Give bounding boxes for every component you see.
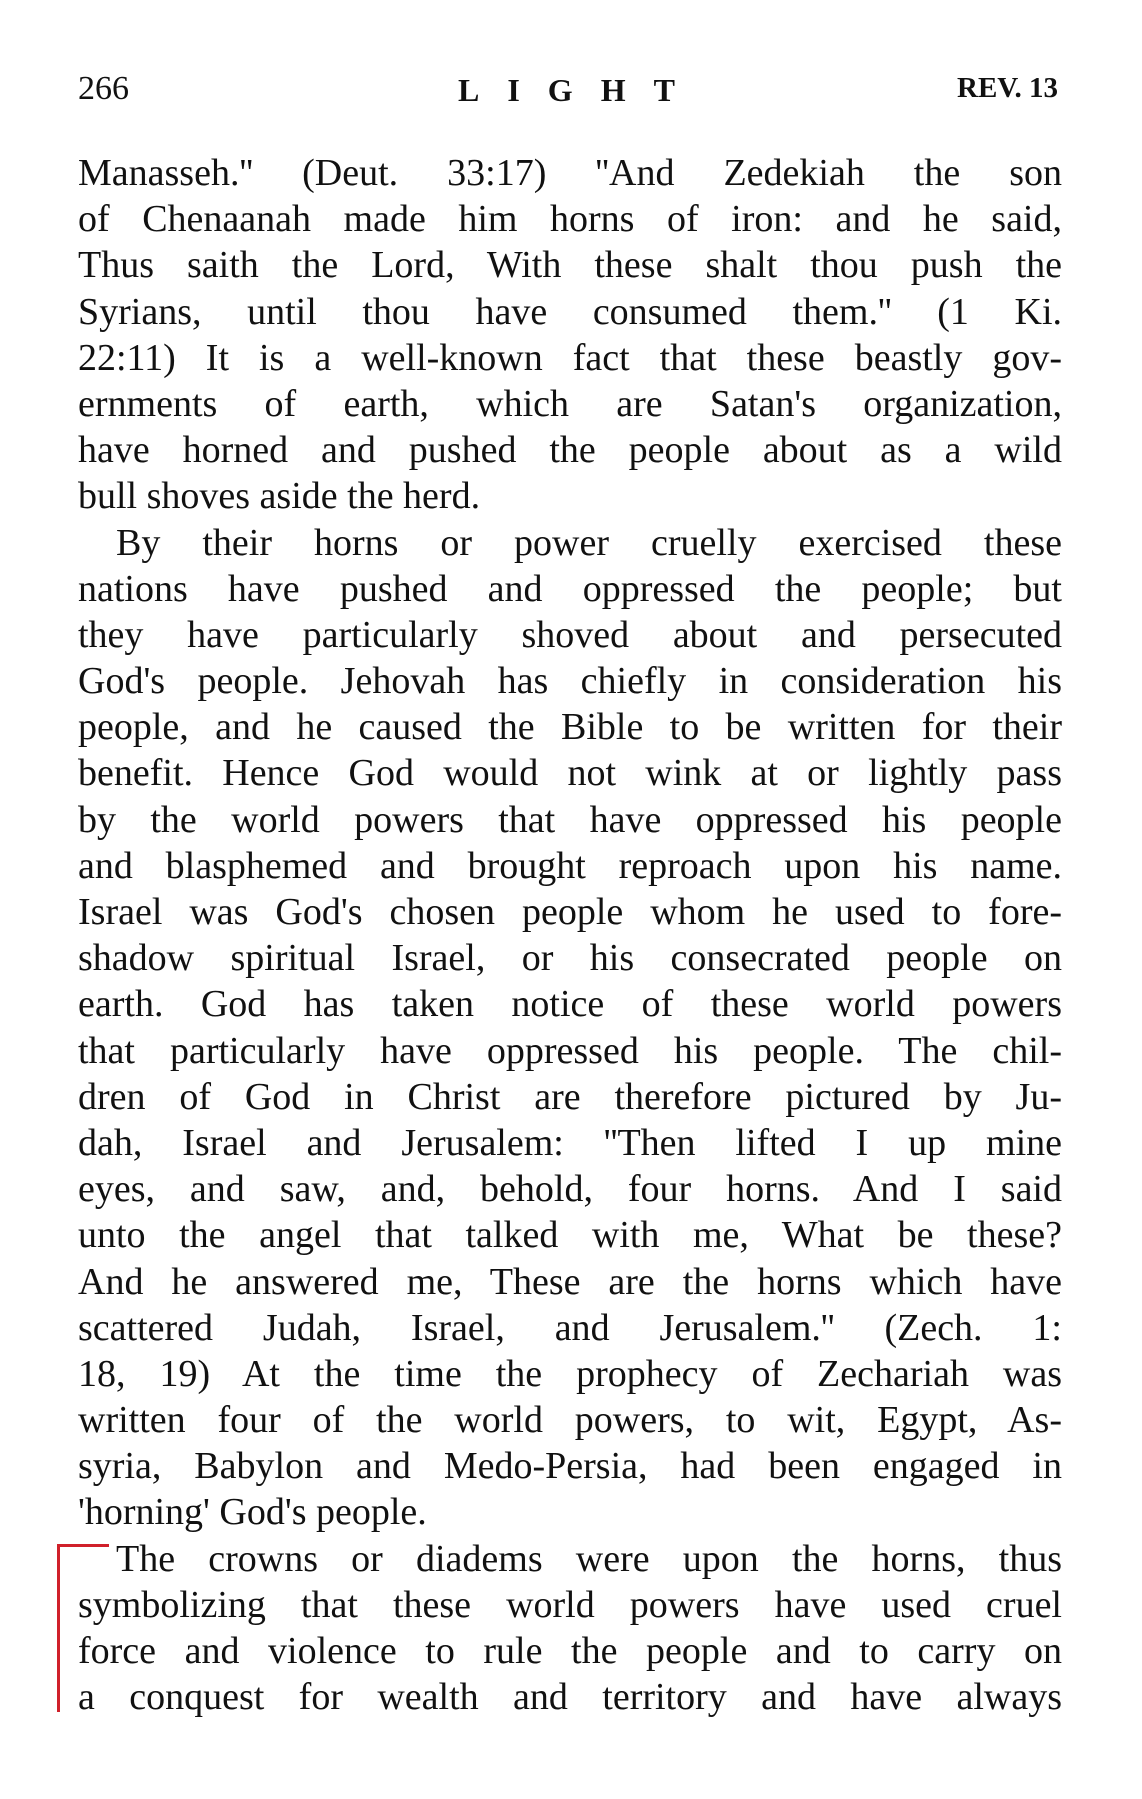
text-line: by the world powers that have oppressed his people bbox=[78, 798, 1062, 841]
text-line: nations have pushed and oppressed the people; but bbox=[78, 567, 1062, 610]
text-line: 22:11) It is a well-known fact that these beastly gov- bbox=[78, 336, 1062, 379]
running-title: LIGHT bbox=[458, 72, 703, 108]
margin-bracket-vertical bbox=[57, 1544, 60, 1712]
text-line: The crowns or diadems were upon the horns, thus bbox=[116, 1537, 1062, 1580]
page-number: 266 bbox=[78, 70, 129, 107]
text-line: people, and he caused the Bible to be written for their bbox=[78, 706, 1062, 749]
margin-bracket-horizontal bbox=[57, 1544, 109, 1547]
paragraph bbox=[78, 150, 1062, 520]
text-line: 'horning' God's people. bbox=[78, 1491, 427, 1534]
text-line: By their horns or power cruelly exercised these bbox=[116, 521, 1062, 564]
text-line: bull shoves aside the herd. bbox=[78, 475, 481, 518]
text-line: shadow spiritual Israel, or his consecrated people on bbox=[78, 937, 1062, 980]
text-line: written four of the world powers, to wit, Egypt, As- bbox=[78, 1399, 1062, 1442]
text-line: force and violence to rule the people and to carry on bbox=[78, 1630, 1062, 1672]
paragraph bbox=[78, 1536, 1062, 1721]
text-line: and blasphemed and brought reproach upon his name. bbox=[78, 844, 1062, 887]
margin-bracket-mark bbox=[57, 1544, 107, 1712]
text-line: God's people. Jehovah has chiefly in consideration his bbox=[78, 660, 1062, 703]
text-line: they have particularly shoved about and persecuted bbox=[78, 613, 1062, 656]
text-line: scattered Judah, Israel, and Jerusalem.'' (Zech. 1: bbox=[78, 1306, 1062, 1349]
text-line: benefit. Hence God would not wink at or lightly pass bbox=[78, 752, 1062, 795]
text-line: Manasseh.'' (Deut. 33:17) ''And Zedekiah the son bbox=[78, 152, 1062, 194]
text-line: And he answered me, These are the horns which have bbox=[78, 1260, 1062, 1303]
page-header bbox=[78, 70, 1058, 120]
text-line: syria, Babylon and Medo-Persia, had been engaged in bbox=[78, 1445, 1062, 1488]
text-line: 18, 19) At the time the prophecy of Zechariah was bbox=[78, 1352, 1062, 1395]
text-line: symbolizing that these world powers have used cruel bbox=[78, 1583, 1062, 1626]
chapter-reference: REV. 13 bbox=[957, 72, 1058, 104]
body-text bbox=[78, 150, 1062, 1720]
text-line: Israel was God's chosen people whom he used to fore- bbox=[78, 891, 1062, 933]
text-line: a conquest for wealth and territory and have always bbox=[78, 1676, 1062, 1719]
text-line: earth. God has taken notice of these world powers bbox=[78, 983, 1062, 1026]
text-line: that particularly have oppressed his people. The chil- bbox=[78, 1029, 1062, 1072]
text-line: Thus saith the Lord, With these shalt thou push the bbox=[78, 244, 1062, 287]
text-line: ernments of earth, which are Satan's organization, bbox=[78, 382, 1062, 425]
text-line: of Chenaanah made him horns of iron: and he said, bbox=[78, 198, 1062, 241]
paragraph bbox=[78, 520, 1062, 1536]
text-line: eyes, and saw, and, behold, four horns. And I said bbox=[78, 1168, 1062, 1211]
text-line: dren of God in Christ are therefore pictured by Ju- bbox=[78, 1075, 1062, 1118]
text-line: dah, Israel and Jerusalem: ''Then lifted I up mine bbox=[78, 1121, 1062, 1164]
text-line: Syrians, until thou have consumed them.'' (1 Ki. bbox=[78, 290, 1062, 333]
text-line: unto the angel that talked with me, What be these? bbox=[78, 1214, 1062, 1257]
text-line: have horned and pushed the people about as a wild bbox=[78, 429, 1062, 472]
